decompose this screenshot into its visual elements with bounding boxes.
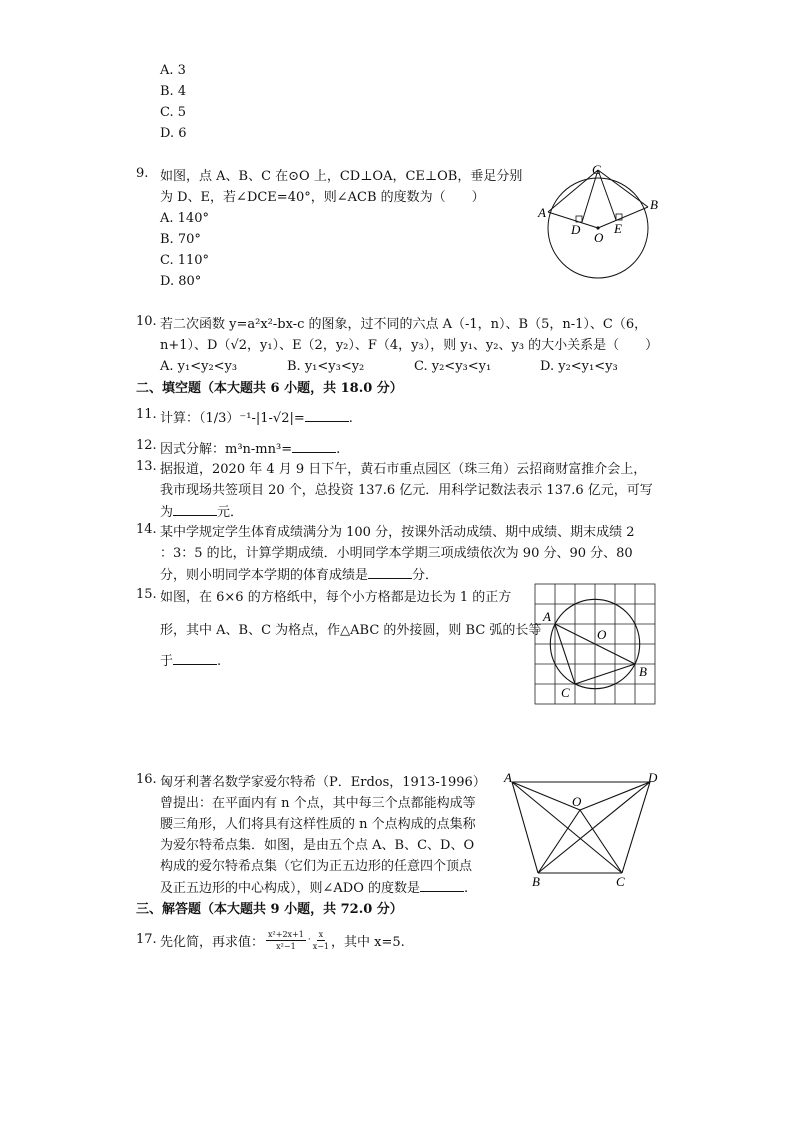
q9-option-b: B. 70° [160, 232, 201, 247]
q9-label-o: O [594, 230, 604, 245]
q13-number: 13. [136, 459, 157, 474]
q14-text-line3: 分，则小明同学本学期的体育成绩是 分． [160, 564, 438, 586]
q17-number: 17. [136, 932, 157, 947]
q15-answer-blank[interactable] [173, 650, 217, 665]
section-solve-heading: 三、解答题（本大题共 9 小题，共 72.0 分） [136, 902, 403, 917]
q16-erdos-figure [500, 770, 668, 890]
q16-text-line6: 及正五边形的中心构成），则∠ADO 的度数是 . [160, 877, 468, 899]
q9-text-line2: 为 D、E，若∠DCE=40°，则∠ACB 的度数为（ ） [160, 190, 485, 205]
q16-label-a: A [504, 770, 512, 785]
q9-label-e: E [614, 221, 622, 236]
q9-number: 9. [136, 166, 149, 181]
q10-option-a: A. y₁<y₂<y₃ [160, 359, 238, 374]
q8-option-d: D. 6 [160, 126, 187, 141]
q10-option-b: B. y₁<y₃<y₂ [287, 359, 365, 374]
q8-option-a: A. 3 [160, 63, 186, 78]
q9-option-a: A. 140° [160, 211, 209, 226]
q9-label-c: C [592, 162, 601, 177]
q17-fraction-2: x x−1 [312, 929, 330, 951]
q15-text-line1: 如图，在 6×6 的方格纸中，每个小方格都是边长为 1 的正方 [160, 590, 512, 605]
q14-text-line2: ：3：5 的比，计算学期成绩．小明同学本学期三项成绩依次为 90 分、90 分、80 [160, 546, 633, 561]
q13-text-line1: 据报道，2020 年 4 月 9 日下午，黄石市重点园区（珠三角）云招商财富推介会上， [160, 462, 647, 477]
q11-answer-blank[interactable] [305, 407, 349, 422]
q9-label-a: A [538, 205, 546, 220]
q15-label-a: A [543, 609, 551, 624]
q16-answer-blank[interactable] [420, 877, 464, 892]
q10-text-line2: n+1）、D（√2，y₁）、E（2，y₂）、F（4，y₃），则 y₁、y₂、y₃ 的大小关系是（ ） [160, 338, 659, 353]
q15-text-line3: 于 . [160, 650, 221, 672]
section-fill-in-heading: 二、填空题（本大题共 6 小题，共 18.0 分） [136, 381, 403, 396]
q9-label-d: D [571, 222, 581, 237]
q8-option-b: B. 4 [160, 84, 187, 99]
q12-number: 12. [136, 438, 157, 453]
q15-label-b: B [639, 664, 647, 679]
q16-number: 16. [136, 772, 157, 787]
q15-text-line2: 形，其中 A、B、C 为格点，作△ABC 的外接圆，则 BC 弧的长等 [160, 623, 542, 638]
q9-option-d: D. 80° [160, 274, 202, 289]
q9-text-line1: 如图，点 A、B、C 在⊙O 上，CD⊥OA，CE⊥OB，垂足分别 [160, 169, 523, 184]
q16-label-c: C [616, 874, 625, 889]
q12-text: 因式分解：m³n-mn³= . [160, 438, 340, 460]
q17-fraction-1: x²+2x+1 x²−1 [268, 929, 304, 951]
q9-circle-figure [536, 160, 666, 282]
q11-number: 11. [136, 407, 157, 422]
q8-option-c: C. 5 [160, 105, 187, 120]
q13-text-line2: 我市现场共签项目 20 个，总投资 137.6 亿元．用科学记数法表示 137.6 亿元，可写 [160, 483, 653, 498]
q12-answer-blank[interactable] [292, 438, 336, 453]
q10-text-line1: 若二次函数 y=a²x²-bx-c 的图象，过不同的六点 A（-1，n）、B（5，n-1）、C（6， [160, 317, 648, 332]
q16-label-b: B [532, 874, 540, 889]
q10-number: 10. [136, 314, 157, 329]
q16-text-line3: 腰三角形，人们将具有这样性质的 n 个点构成的点集称 [160, 817, 476, 832]
q10-option-c: C. y₂<y₃<y₁ [414, 359, 492, 374]
q11-text: 计算：（1/3）⁻¹-|1-√2|= . [160, 407, 353, 429]
q16-text-line1: 匈牙利著名数学家爱尔特希（P．Erdos，1913-1996） [160, 775, 486, 790]
q16-text-line4: 为爱尔特希点集．如图，是由五个点 A、B、C、D、O [160, 838, 475, 853]
q14-number: 14. [136, 522, 157, 537]
q16-text-line5: 构成的爱尔特希点集（它们为正五边形的任意四个顶点 [160, 859, 473, 874]
q15-number: 15. [136, 587, 157, 602]
q17-text: 先化简，再求值： x²+2x+1 x²−1 · x x−1 ，其中 x=5. [160, 929, 405, 951]
q14-answer-blank[interactable] [368, 564, 412, 579]
q16-text-line2: 曾提出：在平面内有 n 个点，其中每三个点都能构成等 [160, 796, 476, 811]
q13-text-line3: 为 元． [160, 501, 243, 523]
q14-text-line1: 某中学规定学生体育成绩满分为 100 分，按课外活动成绩、期中成绩、期末成绩 2 [160, 525, 635, 540]
q10-option-d: D. y₂<y₁<y₃ [540, 359, 618, 374]
q9-label-b: B [650, 197, 658, 212]
q13-answer-blank[interactable] [173, 501, 217, 516]
q15-grid-figure [534, 583, 660, 707]
q9-option-c: C. 110° [160, 253, 210, 268]
q16-label-d: D [648, 770, 658, 785]
q15-label-o: O [597, 627, 607, 642]
q15-label-c: C [561, 685, 570, 700]
q16-label-o: O [572, 794, 582, 809]
